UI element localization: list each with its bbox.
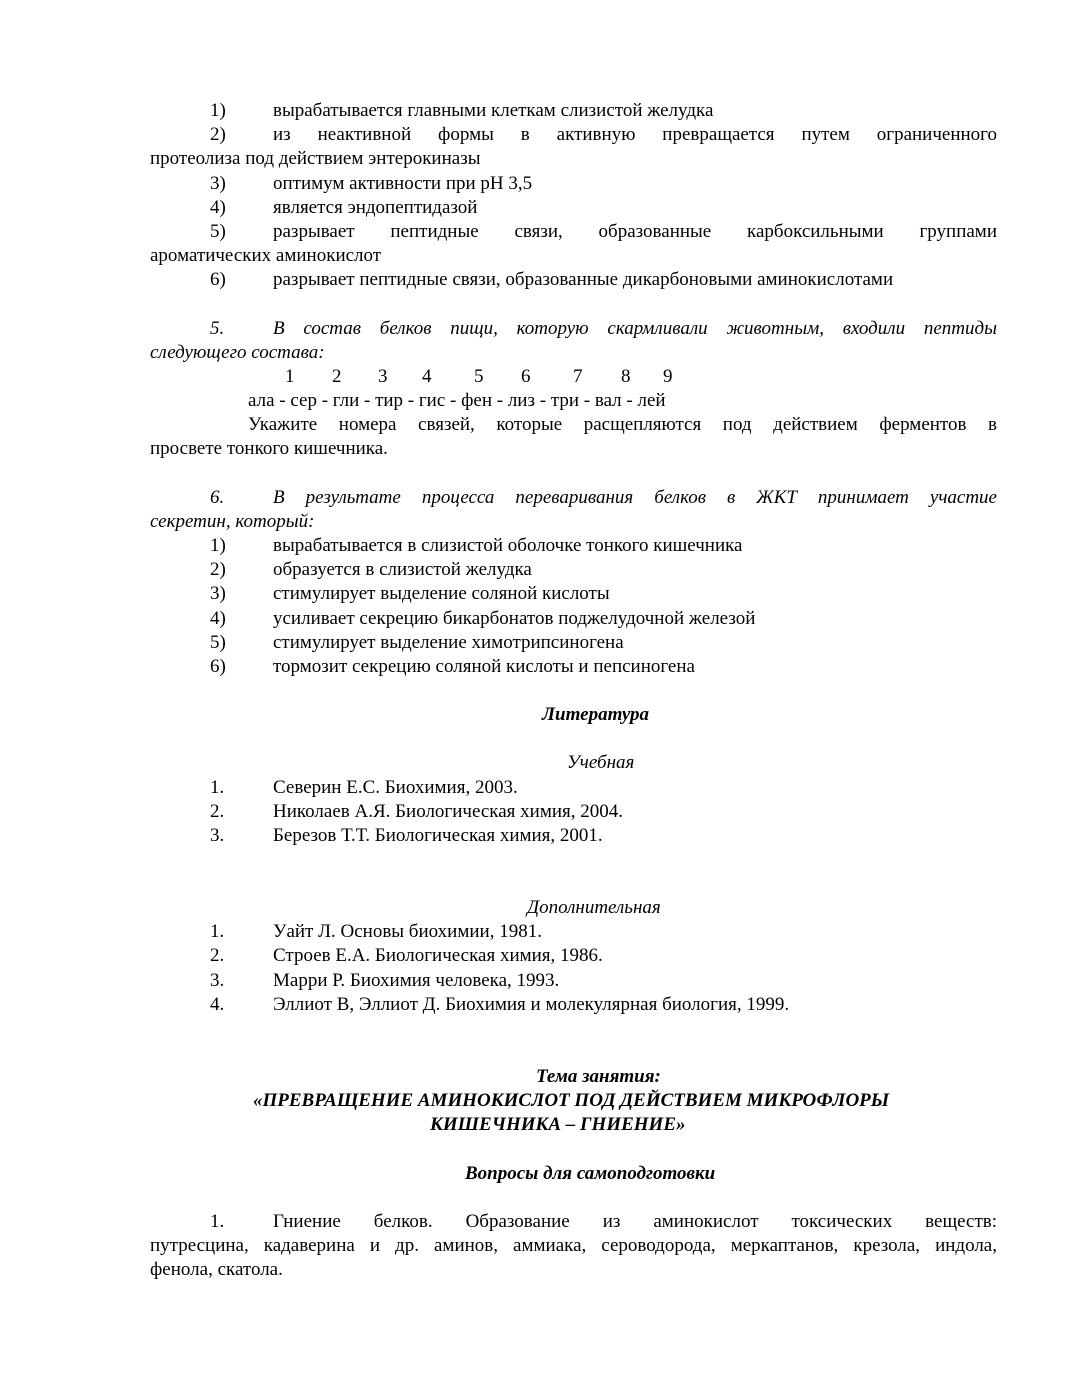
item-number: 3. [210, 969, 225, 991]
list-item [150, 99, 997, 123]
literature-heading: Литература [542, 704, 650, 726]
list-item [150, 920, 997, 944]
item-text-cont: фенола, скатола. [150, 1259, 283, 1281]
item-number: 4. [210, 993, 225, 1015]
question-text: В состав белков пищи, которую скармливали животным, входили пептиды [273, 317, 997, 339]
item-number: 2. [210, 800, 225, 822]
list-item [150, 655, 997, 679]
instruction-line [150, 413, 997, 437]
bond-number: 3 [378, 365, 388, 387]
item-number: 2) [210, 124, 226, 146]
item-number: 1. [210, 776, 225, 798]
item-number: 3) [210, 583, 226, 605]
item-number: 4) [210, 607, 226, 629]
topic-title-line: КИШЕЧНИКА – ГНИЕНИЕ» [430, 1114, 686, 1136]
bond-number: 6 [521, 365, 531, 387]
main-literature-heading: Учебная [567, 752, 635, 774]
item-number: 5) [210, 220, 226, 242]
item-text: Уайт Л. Основы биохимии, 1981. [273, 921, 542, 943]
list-item [150, 534, 997, 558]
literature-section [150, 703, 997, 1017]
list-item [150, 824, 997, 848]
list-item [150, 196, 997, 220]
item-text: разрывает пептидные связи, образованные дикарбоновыми аминокислотами [273, 269, 894, 291]
list-item [150, 993, 997, 1017]
item-text: стимулирует выделение соляной кислоты [273, 583, 610, 605]
question-6 [150, 486, 997, 680]
bond-number: 2 [332, 365, 342, 387]
item-number: 2) [210, 559, 226, 581]
item-text: вырабатывается главными клеткам слизистой желудка [273, 100, 714, 121]
peptide-chain-text: ала - сер - гли - тир - гис - фен - лиз - три - вал - лей [248, 390, 666, 412]
item-text: является эндопептидазой [273, 196, 478, 218]
list-item [150, 558, 997, 582]
list-item [150, 969, 997, 993]
bond-numbers [150, 365, 997, 389]
item-text: усиливает секрецию бикарбонатов поджелудочной железой [273, 607, 756, 629]
question-line [150, 317, 997, 341]
bond-number: 8 [621, 365, 631, 387]
list-item [150, 220, 997, 244]
list-item [150, 776, 997, 800]
question-text-cont: следующего состава: [150, 341, 325, 363]
topic-section [150, 1065, 997, 1282]
item-number: 2. [210, 945, 225, 967]
list-item [150, 800, 997, 824]
extra-literature-heading: Дополнительная [527, 897, 661, 919]
item-text: образуется в слизистой желудка [273, 559, 532, 581]
question-5 [150, 317, 997, 462]
item-number: 1. [210, 1210, 225, 1232]
item-text: Эллиот В, Эллиот Д. Биохимия и молекулярная биология, 1999. [273, 993, 790, 1015]
item-number: 1. [210, 921, 225, 943]
bond-number: 5 [474, 365, 484, 387]
answer-list-q4 [150, 99, 997, 293]
list-item [150, 582, 997, 606]
item-text: Березов Т.Т. Биологическая химия, 2001. [273, 824, 603, 846]
item-text: вырабатывается в слизистой оболочке тонкого кишечника [273, 535, 743, 556]
instruction-text: Укажите номера связей, которые расщепляются под действием ферментов в [248, 414, 997, 436]
item-text-cont: путресцина, кадаверина и др. аминов, аммиака, сероводорода, меркаптанов, крезола, индола, [150, 1234, 997, 1256]
list-item [150, 944, 997, 968]
item-text: Северин Е.С. Биохимия, 2003. [273, 776, 518, 798]
item-text: Строев Е.А. Биологическая химия, 1986. [273, 945, 603, 967]
document-page [150, 99, 997, 1282]
question-number: 5. [210, 317, 225, 339]
question-line [150, 486, 997, 510]
question-text: В результате процесса переваривания белков в ЖКТ принимает участие [273, 486, 997, 508]
questions-heading: Вопросы для самоподготовки [465, 1162, 716, 1184]
list-item [150, 268, 997, 292]
topic-title-line: «ПРЕВРАЩЕНИЕ АМИНОКИСЛОТ ПОД ДЕЙСТВИЕМ МИКРОФЛОРЫ [253, 1090, 890, 1112]
topic-label: Тема занятия: [536, 1066, 661, 1087]
list-item [150, 123, 997, 147]
item-number: 4) [210, 196, 226, 218]
list-item [150, 172, 997, 196]
item-text: тормозит секрецию соляной кислоты и пепсиногена [273, 655, 695, 677]
item-text: из неактивной формы в активную превращается путем ограниченного [273, 124, 997, 146]
bond-number: 4 [422, 365, 432, 387]
item-number: 6) [210, 655, 226, 677]
item-text: Марри Р. Биохимия человека, 1993. [273, 969, 560, 991]
item-text: оптимум активности при pH 3,5 [273, 172, 533, 194]
item-text: Николаев А.Я. Биологическая химия, 2004. [273, 800, 623, 822]
item-number: 6) [210, 269, 226, 291]
item-text: стимулирует выделение химотрипсиногена [273, 631, 624, 653]
item-number: 5) [210, 631, 226, 653]
item-continuation: ароматических аминокислот [150, 245, 382, 267]
item-number: 1) [210, 535, 226, 556]
question-text-cont: секретин, который: [150, 510, 315, 532]
item-continuation: протеолиза под действием энтерокиназы [150, 148, 481, 170]
item-number: 1) [210, 100, 226, 121]
bond-number: 9 [663, 365, 673, 387]
item-text: разрывает пептидные связи, образованные карбоксильными группами [273, 220, 997, 242]
list-item [150, 607, 997, 631]
item-number: 3. [210, 824, 225, 846]
peptide-chain [150, 389, 997, 413]
question-number: 6. [210, 486, 225, 508]
bond-number: 7 [573, 365, 583, 387]
item-text: Гниение белков. Образование из аминокислот токсических веществ: [273, 1210, 997, 1232]
question-item [150, 1210, 997, 1234]
list-item [150, 631, 997, 655]
instruction-text-cont: просвете тонкого кишечника. [150, 438, 388, 460]
bond-number: 1 [285, 365, 295, 387]
item-number: 3) [210, 172, 226, 194]
